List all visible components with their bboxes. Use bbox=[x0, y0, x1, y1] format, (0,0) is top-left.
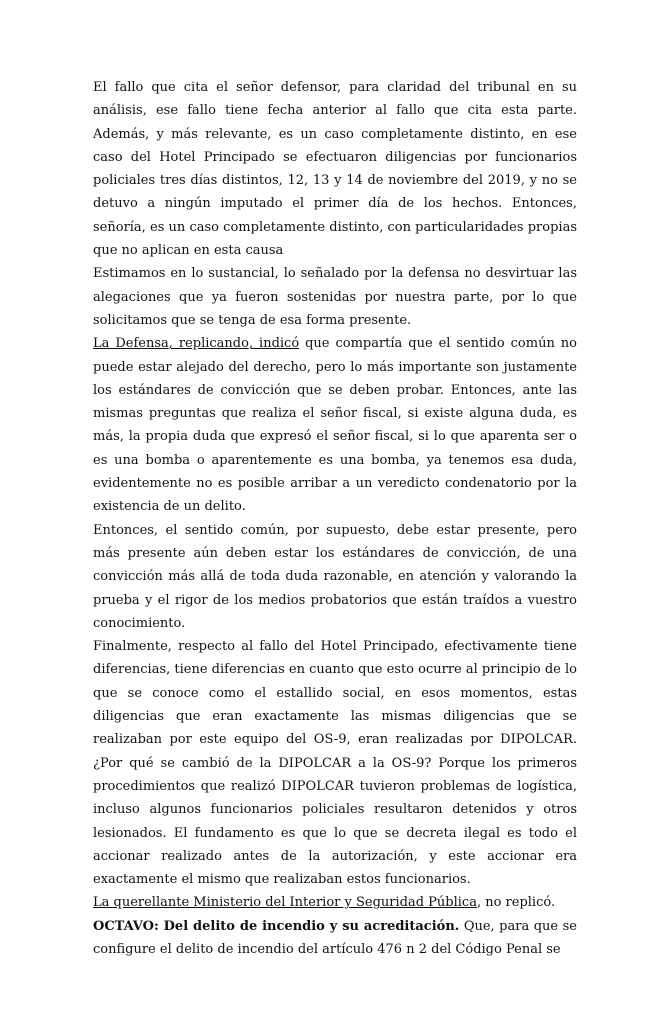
paragraph-prosecution-conclusion: Estimamos en lo sustancial, lo señalado por la defensa no desvirtuar las alegaciones que ya fueron sostenidas por nuestra parte, por lo que solicitamos que se tenga de esa forma presente. bbox=[93, 266, 577, 328]
paragraph-ministry-no-reply bbox=[93, 891, 577, 914]
paragraph-prosecution-reply: El fallo que cita el señor defensor, para claridad del tribunal en su análisis, ese fallo tiene fecha anterior al fallo que cita esta parte. Además, y más relevante, es un caso completamente distinto, en ese caso del Hotel Principado se efectuaron diligencias por funcionarios policiales tres días distintos, 12, 13 y 14 de noviembre del 2019, y no se detuvo a ningún imputado el primer día de los hechos. Entonces, señoría, es un caso completamente distinto, con particularidades propias que no aplican en esta causa bbox=[93, 80, 577, 259]
paragraph-hotel-principado: Finalmente, respecto al fallo del Hotel Principado, efectivamente tiene diferencias, tiene diferencias en cuanto que esto ocurre al principio de lo que se conoce como el estallido social, en esos momentos, estas diligencias que eran exactamente las mismas diligencias que se realizaban por este equipo del OS-9, eran realizadas por DIPOLCAR. ¿Por qué se cambió de la DIPOLCAR a la OS-9? Porque los primeros procedimientos que realizó DIPOLCAR tuvieron problemas de logística, incluso algunos funcionarios policiales resultaron detenidos y otros lesionados. El fundamento es que lo que se decreta ilegal es todo el accionar realizado antes de la autorización, y este accionar era exactamente el mismo que realizaban estos funcionarios. bbox=[93, 639, 577, 888]
defense-reply-heading: La Defensa, replicando, indicó bbox=[93, 336, 300, 352]
octavo-heading: OCTAVO: Del delito de incendio y su acreditación. bbox=[93, 918, 460, 934]
document-page bbox=[93, 76, 577, 961]
ministry-body: , no replicó. bbox=[476, 895, 556, 911]
paragraph-octavo bbox=[93, 915, 577, 962]
defense-reply-body: que compartía que el sentido común no puede estar alejado del derecho, pero lo más importante son justamente los estándares de convicción que se deben probar. Entonces, ante las mismas preguntas que realiza el señor fiscal, si existe alguna duda, es más, la propia duda que expresó el señor fiscal, si lo que aparenta ser o es una bomba o aparentemente es una bomba, ya tenemos esa duda, evidentemente no es posible arribar a un veredicto condenatorio por la existencia de un delito. bbox=[93, 336, 577, 515]
ministry-heading: La querellante Ministerio del Interior y Seguridad Pública bbox=[93, 895, 477, 911]
paragraph-defense-reply bbox=[93, 332, 577, 518]
octavo-body: Que, para que se configure el delito de incendio del artículo 476 n 2 del Código Penal se bbox=[93, 918, 577, 957]
paragraph-common-sense: Entonces, el sentido común, por supuesto, debe estar presente, pero más presente aún deben estar los estándares de convicción, de una convicción más allá de toda duda razonable, en atención y valorando la prueba y el rigor de los medios probatorios que están traídos a vuestro conocimiento. bbox=[93, 522, 577, 631]
